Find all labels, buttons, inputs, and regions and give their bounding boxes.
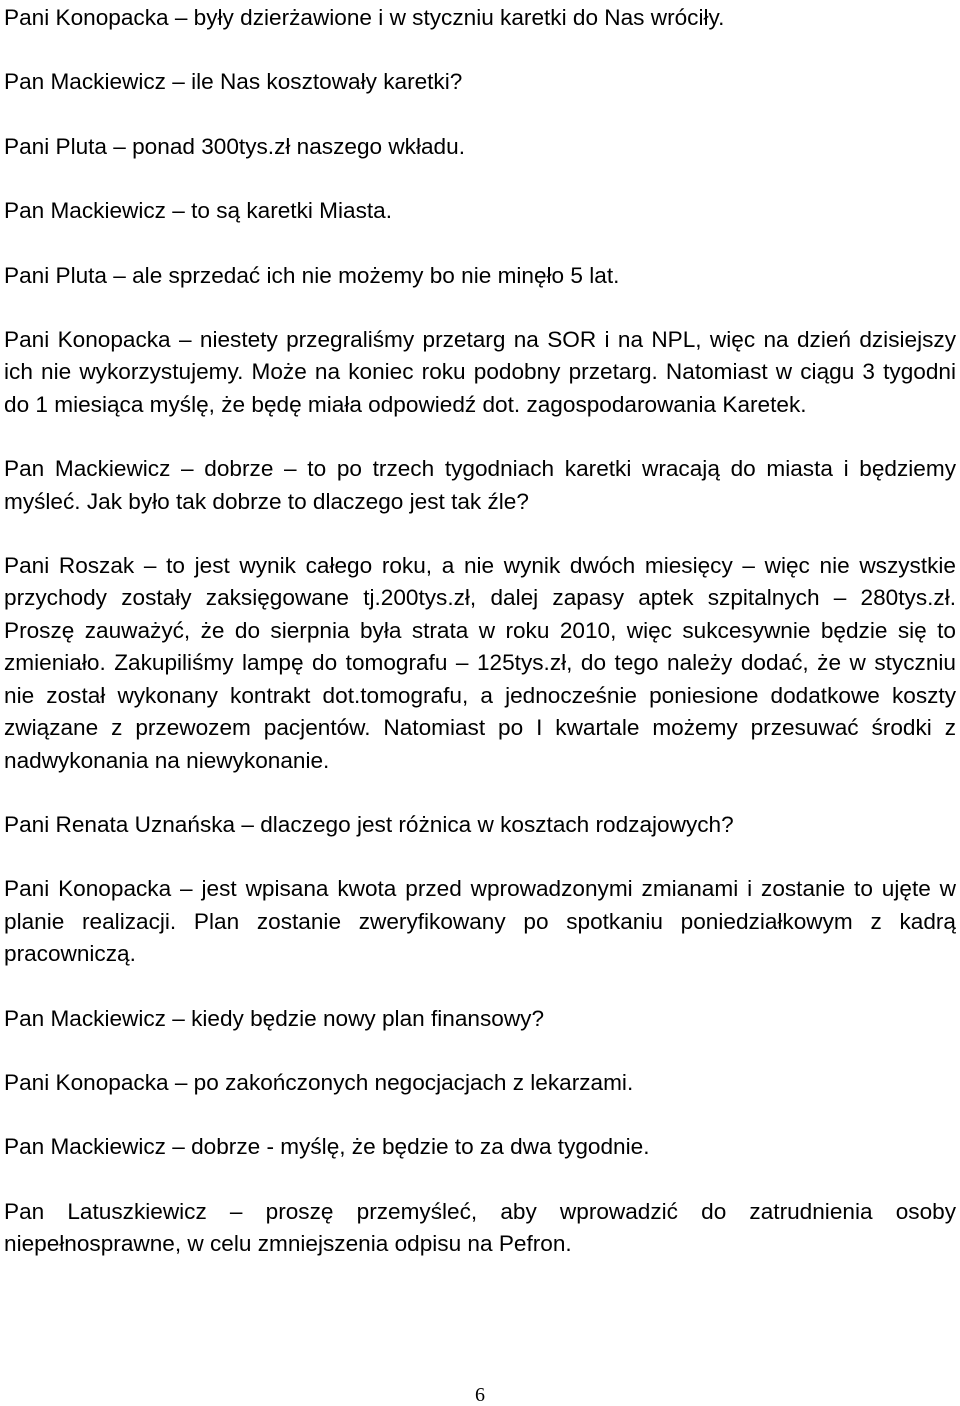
paragraph: Pani Konopacka – jest wpisana kwota przed wprowadzonymi zmianami i zostanie to ujęte w planie realizacji. Plan zostanie zweryfikowany po spotkaniu poniedziałkowym z kadrą pracowniczą. xyxy=(4,876,956,967)
paragraph-gap xyxy=(4,421,956,453)
paragraph: Pani Renata Uznańska – dlaczego jest różnica w kosztach rodzajowych? xyxy=(4,811,734,837)
paragraph: Pan Latuszkiewicz – proszę przemyśleć, aby wprowadzić do zatrudnienia osoby niepełnosprawne, w celu zmniejszenia odpisu na Pefron. xyxy=(4,1198,956,1257)
paragraph-gap xyxy=(4,228,956,260)
paragraph-gap xyxy=(4,971,956,1003)
paragraph: Pani Konopacka – po zakończonych negocjacjach z lekarzami. xyxy=(4,1069,634,1095)
paragraph: Pan Mackiewicz – dobrze - myślę, że będzie to za dwa tygodnie. xyxy=(4,1134,650,1160)
page-number: 6 xyxy=(475,1384,485,1406)
paragraph: Pani Roszak – to jest wynik całego roku, a nie wynik dwóch miesięcy – więc nie wszystkie przychody zostały zaksięgowane tj.200tys.zł, dalej zapasy aptek szpitalnych – 280tys.zł. Proszę zauważyć, że do sierpnia była strata w roku 2010, więc sukcesywnie będzie się to zmieniało. Zakupiliśmy lampę do tomografu – 125tys.zł, do tego należy dodać, że w styczniu nie został wykonany kontrakt dot.tomografu, a jednocześnie poniesione dodatkowe koszty związane z przewozem pacjentów. Natomiast po I kwartale możemy przesuwać środki z nadwykonania na niewykonanie. xyxy=(4,553,956,773)
paragraph-gap xyxy=(4,99,956,131)
paragraph: Pani Pluta – ale sprzedać ich nie możemy bo nie minęło 5 lat. xyxy=(4,262,620,288)
document-body xyxy=(4,2,956,1261)
paragraph: Pan Mackiewicz – dobrze – to po trzech tygodniach karetki wracają do miasta i będziemy myśleć. Jak było tak dobrze to dlaczego jest tak źle? xyxy=(4,456,956,514)
paragraph: Pani Konopacka – były dzierżawione i w styczniu karetki do Nas wróciły. xyxy=(4,5,725,30)
paragraph-gap xyxy=(4,1164,956,1196)
paragraph: Pan Mackiewicz – ile Nas kosztowały karetki? xyxy=(4,69,463,95)
paragraph-gap xyxy=(4,841,956,873)
paragraph-gap xyxy=(4,777,956,809)
paragraph: Pan Mackiewicz – kiedy będzie nowy plan finansowy? xyxy=(4,1005,545,1031)
paragraph: Pani Konopacka – niestety przegraliśmy przetarg na SOR i na NPL, więc na dzień dzisiejszy ich nie wykorzystujemy. Może na koniec roku podobny przetarg. Natomiast w ciągu 3 tygodni do 1 miesiąca myślę, że będę miała odpowiedź dot. zagospodarowania Karetek. xyxy=(4,327,956,417)
paragraph-gap xyxy=(4,34,956,66)
paragraph-gap xyxy=(4,518,956,550)
paragraph-gap xyxy=(4,163,956,195)
paragraph-gap xyxy=(4,1099,956,1131)
paragraph-gap xyxy=(4,1035,956,1067)
paragraph: Pan Mackiewicz – to są karetki Miasta. xyxy=(4,198,392,224)
paragraph: Pani Pluta – ponad 300tys.zł naszego wkładu. xyxy=(4,133,465,159)
paragraph-gap xyxy=(4,292,956,324)
